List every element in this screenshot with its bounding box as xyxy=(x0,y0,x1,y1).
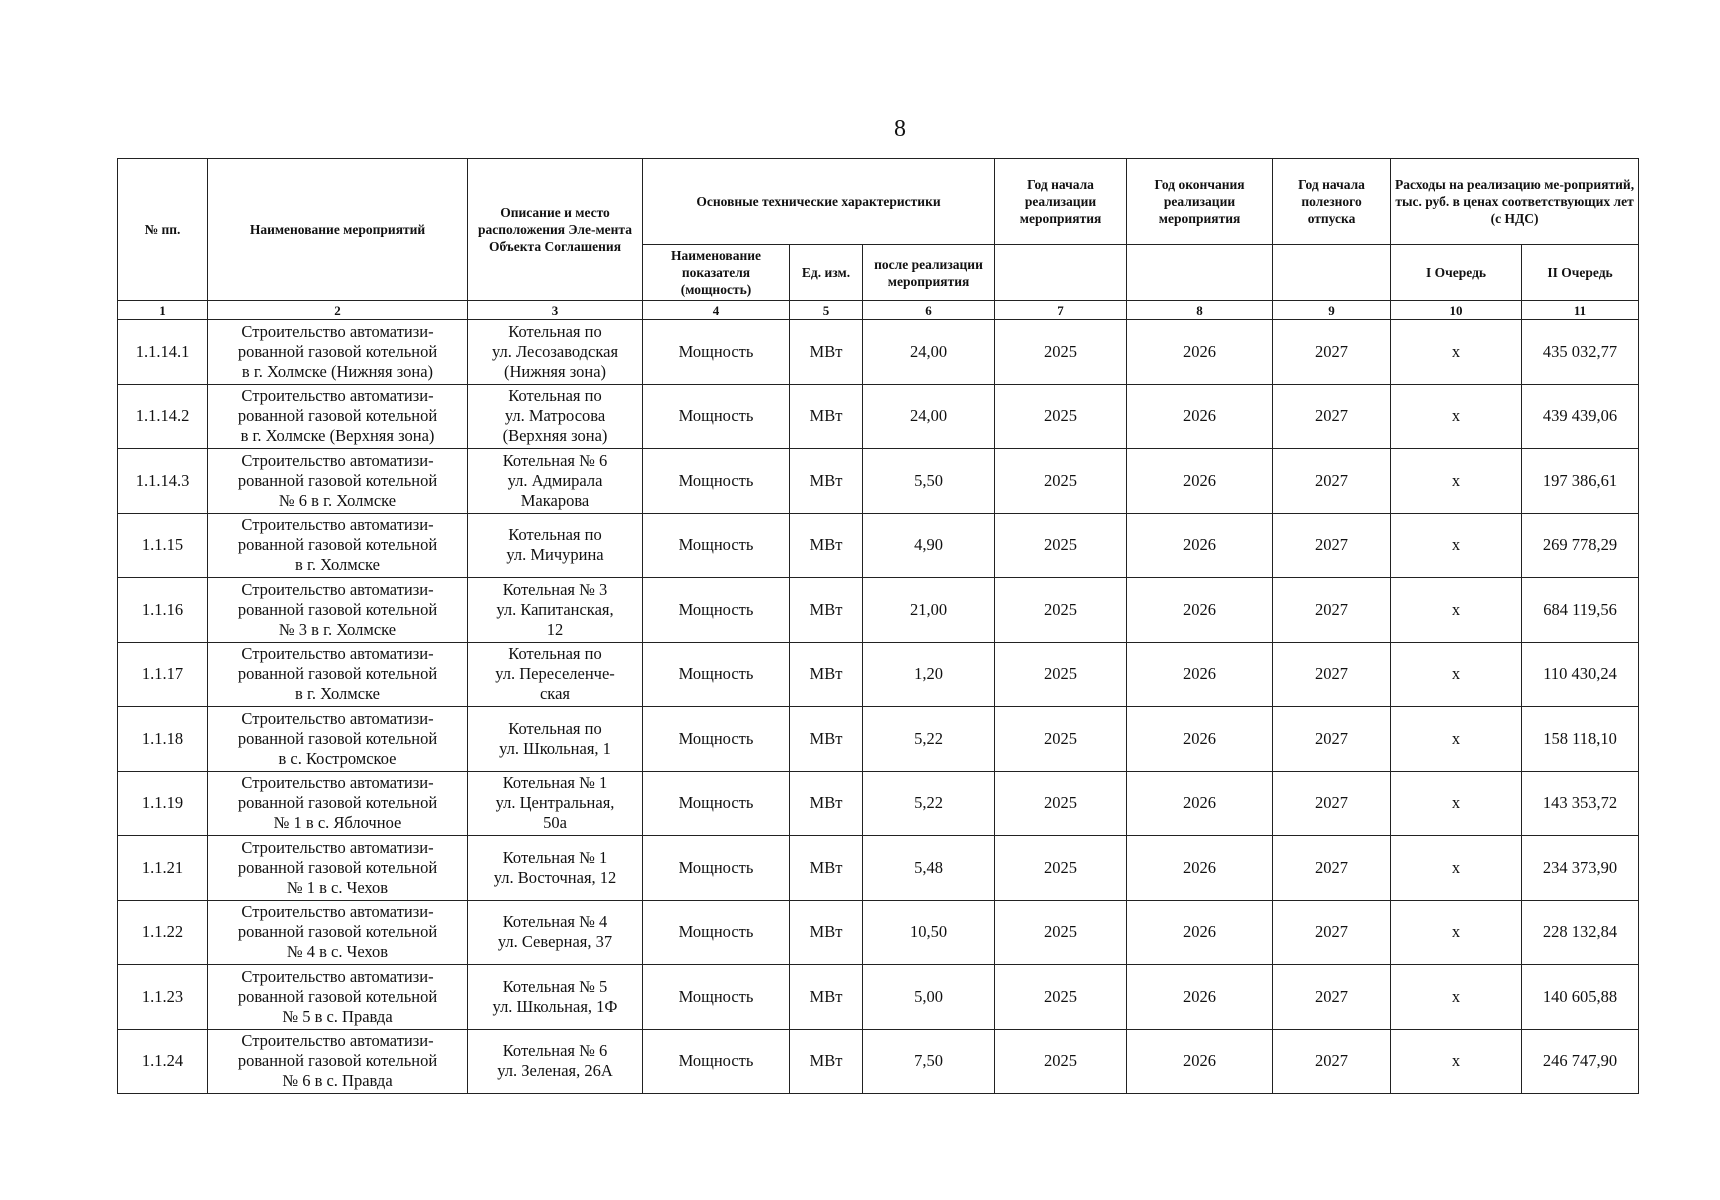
header-year-end: Год окончания реализации мероприятия xyxy=(1127,159,1273,245)
location-line: Котельная по xyxy=(508,525,602,545)
table-row xyxy=(118,707,1639,772)
measure-name-line: Строительство автоматизи- xyxy=(241,966,434,986)
location-line: ул. Центральная, xyxy=(495,793,615,813)
indicator-cell: Мощность xyxy=(643,707,790,772)
location-cell xyxy=(468,578,643,643)
unit-cell: МВт xyxy=(790,900,863,965)
stage1-cell: х xyxy=(1391,707,1522,772)
measure-name-line: рованной газовой котельной xyxy=(237,922,438,942)
measure-name-line: рованной газовой котельной xyxy=(237,470,438,490)
indicator-cell: Мощность xyxy=(643,449,790,514)
measure-name-cell xyxy=(208,1029,468,1094)
row-number-cell: 1.1.22 xyxy=(118,900,208,965)
column-number: 10 xyxy=(1391,301,1522,320)
row-number-cell: 1.1.14.2 xyxy=(118,384,208,449)
header-year-start-empty xyxy=(995,245,1127,301)
measure-name-line: Строительство автоматизи- xyxy=(241,1031,434,1051)
location-line: Котельная № 6 xyxy=(502,1041,608,1061)
year-end-cell: 2026 xyxy=(1127,449,1273,514)
location-cell xyxy=(468,320,643,385)
measure-name-line: № 6 в г. Холмске xyxy=(278,490,397,510)
year-release-cell: 2027 xyxy=(1273,642,1391,707)
stage2-cell: 435 032,77 xyxy=(1522,320,1639,385)
year-start-cell: 2025 xyxy=(995,1029,1127,1094)
location-line: Котельная № 4 xyxy=(502,912,608,932)
unit-cell: МВт xyxy=(790,384,863,449)
measure-name-cell xyxy=(208,642,468,707)
location-line: ул. Матросова xyxy=(504,406,606,426)
stage1-cell: х xyxy=(1391,1029,1522,1094)
location-line: ул. Капитанская, xyxy=(496,599,614,619)
stage2-cell: 234 373,90 xyxy=(1522,836,1639,901)
measure-name-cell xyxy=(208,384,468,449)
unit-cell: МВт xyxy=(790,1029,863,1094)
header-year-end-empty xyxy=(1127,245,1273,301)
measure-name-line: № 6 в с. Правда xyxy=(282,1071,393,1091)
location-line: Котельная по xyxy=(508,718,602,738)
year-end-cell: 2026 xyxy=(1127,642,1273,707)
table-row xyxy=(118,578,1639,643)
row-number-cell: 1.1.17 xyxy=(118,642,208,707)
measure-name-line: Строительство автоматизи- xyxy=(241,902,434,922)
year-release-cell: 2027 xyxy=(1273,449,1391,514)
year-release-cell: 2027 xyxy=(1273,513,1391,578)
stage2-cell: 246 747,90 xyxy=(1522,1029,1639,1094)
table-row xyxy=(118,449,1639,514)
measure-name-line: рованной газовой котельной xyxy=(237,341,438,361)
column-number: 1 xyxy=(118,301,208,320)
year-start-cell: 2025 xyxy=(995,384,1127,449)
stage1-cell: х xyxy=(1391,771,1522,836)
year-release-cell: 2027 xyxy=(1273,384,1391,449)
location-line: Котельная № 1 xyxy=(502,847,608,867)
measure-name-line: рованной газовой котельной xyxy=(237,406,438,426)
location-line: ул. Школьная, 1 xyxy=(499,738,611,758)
stage1-cell: х xyxy=(1391,642,1522,707)
stage1-cell: х xyxy=(1391,836,1522,901)
measure-name-line: рованной газовой котельной xyxy=(237,728,438,748)
year-release-cell: 2027 xyxy=(1273,771,1391,836)
header-num: № пп. xyxy=(118,159,208,301)
year-end-cell: 2026 xyxy=(1127,900,1273,965)
measure-name-cell xyxy=(208,900,468,965)
value-cell: 5,00 xyxy=(863,965,995,1030)
location-cell xyxy=(468,1029,643,1094)
measure-name-line: Строительство автоматизи- xyxy=(241,450,434,470)
measure-name-line: Строительство автоматизи- xyxy=(241,708,434,728)
year-start-cell: 2025 xyxy=(995,449,1127,514)
year-start-cell: 2025 xyxy=(995,771,1127,836)
year-release-cell: 2027 xyxy=(1273,320,1391,385)
table-row xyxy=(118,513,1639,578)
measure-name-cell xyxy=(208,707,468,772)
year-release-cell: 2027 xyxy=(1273,965,1391,1030)
location-line: ул. Лесозаводская xyxy=(491,341,619,361)
measure-name-line: рованной газовой котельной xyxy=(237,986,438,1006)
header-year-release: Год начала полезного отпуска xyxy=(1273,159,1391,245)
header-tech-after: после реализации мероприятия xyxy=(863,245,995,301)
measure-name-line: в г. Холмске (Нижняя зона) xyxy=(241,361,434,381)
row-number-cell: 1.1.23 xyxy=(118,965,208,1030)
indicator-cell: Мощность xyxy=(643,900,790,965)
stage2-cell: 269 778,29 xyxy=(1522,513,1639,578)
year-start-cell: 2025 xyxy=(995,707,1127,772)
unit-cell: МВт xyxy=(790,836,863,901)
header-tech-indicator: Наименование показателя (мощность) xyxy=(643,245,790,301)
column-number: 11 xyxy=(1522,301,1639,320)
year-release-cell: 2027 xyxy=(1273,707,1391,772)
unit-cell: МВт xyxy=(790,449,863,514)
year-end-cell: 2026 xyxy=(1127,320,1273,385)
location-line: Котельная по xyxy=(508,321,602,341)
column-number: 3 xyxy=(468,301,643,320)
header-name: Наименование мероприятий xyxy=(208,159,468,301)
row-number-cell: 1.1.18 xyxy=(118,707,208,772)
location-line: ская xyxy=(539,684,570,704)
indicator-cell: Мощность xyxy=(643,836,790,901)
table-row xyxy=(118,642,1639,707)
location-line: Макарова xyxy=(520,490,590,510)
row-number-cell: 1.1.15 xyxy=(118,513,208,578)
stage1-cell: х xyxy=(1391,384,1522,449)
indicator-cell: Мощность xyxy=(643,771,790,836)
year-start-cell: 2025 xyxy=(995,578,1127,643)
location-cell xyxy=(468,513,643,578)
measure-name-line: в г. Холмске xyxy=(295,684,380,704)
header-year-release-empty xyxy=(1273,245,1391,301)
stage2-cell: 140 605,88 xyxy=(1522,965,1639,1030)
stage2-cell: 110 430,24 xyxy=(1522,642,1639,707)
location-line: ул. Адмирала xyxy=(507,470,603,490)
year-end-cell: 2026 xyxy=(1127,384,1273,449)
table-body xyxy=(118,320,1639,1094)
header-costs: Расходы на реализацию ме-роприятий, тыс. руб. в ценах соответствующих лет (с НДС) xyxy=(1391,159,1639,245)
year-end-cell: 2026 xyxy=(1127,513,1273,578)
page-number: 8 xyxy=(894,116,906,142)
indicator-cell: Мощность xyxy=(643,320,790,385)
measure-name-cell xyxy=(208,836,468,901)
value-cell: 5,22 xyxy=(863,771,995,836)
header-tech: Основные технические характеристики xyxy=(643,159,995,245)
year-start-cell: 2025 xyxy=(995,836,1127,901)
table-row xyxy=(118,965,1639,1030)
stage2-cell: 684 119,56 xyxy=(1522,578,1639,643)
location-cell xyxy=(468,900,643,965)
location-line: ул. Северная, 37 xyxy=(497,932,613,952)
location-cell xyxy=(468,642,643,707)
location-cell xyxy=(468,965,643,1030)
stage2-cell: 228 132,84 xyxy=(1522,900,1639,965)
measure-name-line: в г. Холмске (Верхняя зона) xyxy=(240,426,435,446)
table-header xyxy=(118,159,1639,320)
row-number-cell: 1.1.16 xyxy=(118,578,208,643)
column-number: 8 xyxy=(1127,301,1273,320)
unit-cell: МВт xyxy=(790,578,863,643)
year-end-cell: 2026 xyxy=(1127,1029,1273,1094)
measure-name-line: Строительство автоматизи- xyxy=(241,773,434,793)
measure-name-line: Строительство автоматизи- xyxy=(241,386,434,406)
location-cell xyxy=(468,836,643,901)
measure-name-cell xyxy=(208,513,468,578)
stage1-cell: х xyxy=(1391,320,1522,385)
column-number: 5 xyxy=(790,301,863,320)
location-cell xyxy=(468,771,643,836)
header-tech-unit: Ед. изм. xyxy=(790,245,863,301)
location-line: ул. Восточная, 12 xyxy=(493,867,617,887)
unit-cell: МВт xyxy=(790,320,863,385)
indicator-cell: Мощность xyxy=(643,384,790,449)
location-line: (Верхняя зона) xyxy=(502,426,608,446)
measure-name-line: № 1 в с. Чехов xyxy=(286,877,389,897)
stage2-cell: 158 118,10 xyxy=(1522,707,1639,772)
measure-name-line: рованной газовой котельной xyxy=(237,535,438,555)
measure-name-line: № 3 в г. Холмске xyxy=(278,619,397,639)
location-line: Котельная № 6 xyxy=(502,450,608,470)
location-line: ул. Переселенче- xyxy=(495,664,615,684)
measure-name-line: в г. Холмске xyxy=(295,555,380,575)
location-cell xyxy=(468,384,643,449)
measure-name-line: Строительство автоматизи- xyxy=(241,837,434,857)
location-line: 50а xyxy=(543,813,567,833)
table-row xyxy=(118,384,1639,449)
stage1-cell: х xyxy=(1391,900,1522,965)
indicator-cell: Мощность xyxy=(643,1029,790,1094)
stage2-cell: 439 439,06 xyxy=(1522,384,1639,449)
header-row-main xyxy=(118,159,1639,245)
measure-name-cell xyxy=(208,771,468,836)
value-cell: 1,20 xyxy=(863,642,995,707)
year-release-cell: 2027 xyxy=(1273,836,1391,901)
row-number-cell: 1.1.19 xyxy=(118,771,208,836)
table-row xyxy=(118,1029,1639,1094)
measure-name-line: Строительство автоматизи- xyxy=(241,321,434,341)
location-line: ул. Зеленая, 26А xyxy=(497,1061,613,1081)
unit-cell: МВт xyxy=(790,707,863,772)
value-cell: 24,00 xyxy=(863,384,995,449)
year-release-cell: 2027 xyxy=(1273,900,1391,965)
value-cell: 21,00 xyxy=(863,578,995,643)
value-cell: 4,90 xyxy=(863,513,995,578)
year-release-cell: 2027 xyxy=(1273,1029,1391,1094)
location-line: ул. Школьная, 1Ф xyxy=(492,996,618,1016)
year-end-cell: 2026 xyxy=(1127,836,1273,901)
indicator-cell: Мощность xyxy=(643,965,790,1030)
year-start-cell: 2025 xyxy=(995,513,1127,578)
unit-cell: МВт xyxy=(790,965,863,1030)
measure-name-line: Строительство автоматизи- xyxy=(241,515,434,535)
value-cell: 10,50 xyxy=(863,900,995,965)
value-cell: 7,50 xyxy=(863,1029,995,1094)
year-start-cell: 2025 xyxy=(995,900,1127,965)
measure-name-cell xyxy=(208,320,468,385)
value-cell: 24,00 xyxy=(863,320,995,385)
measure-name-line: № 5 в с. Правда xyxy=(282,1006,393,1026)
column-number: 2 xyxy=(208,301,468,320)
header-stage1: I Очередь xyxy=(1391,245,1522,301)
table-row xyxy=(118,836,1639,901)
year-start-cell: 2025 xyxy=(995,965,1127,1030)
indicator-cell: Мощность xyxy=(643,642,790,707)
column-number: 4 xyxy=(643,301,790,320)
year-end-cell: 2026 xyxy=(1127,965,1273,1030)
measure-name-line: Строительство автоматизи- xyxy=(241,579,434,599)
measures-table xyxy=(117,158,1639,1094)
location-line: 12 xyxy=(546,619,564,639)
header-description: Описание и место расположения Эле-мента Объекта Соглашения xyxy=(468,159,643,301)
table-row xyxy=(118,320,1639,385)
table-row xyxy=(118,900,1639,965)
column-number: 7 xyxy=(995,301,1127,320)
location-line: Котельная № 3 xyxy=(502,579,608,599)
unit-cell: МВт xyxy=(790,771,863,836)
stage1-cell: х xyxy=(1391,513,1522,578)
table-row xyxy=(118,771,1639,836)
location-line: Котельная № 5 xyxy=(502,976,608,996)
location-cell xyxy=(468,707,643,772)
year-release-cell: 2027 xyxy=(1273,578,1391,643)
stage2-cell: 143 353,72 xyxy=(1522,771,1639,836)
measure-name-line: № 4 в с. Чехов xyxy=(286,942,389,962)
measure-name-cell xyxy=(208,965,468,1030)
unit-cell: МВт xyxy=(790,642,863,707)
value-cell: 5,48 xyxy=(863,836,995,901)
year-start-cell: 2025 xyxy=(995,642,1127,707)
measure-name-line: № 1 в с. Яблочное xyxy=(273,813,402,833)
location-line: ул. Мичурина xyxy=(506,545,604,565)
header-stage2: II Очередь xyxy=(1522,245,1639,301)
stage1-cell: х xyxy=(1391,449,1522,514)
year-start-cell: 2025 xyxy=(995,320,1127,385)
column-numbers-row xyxy=(118,301,1639,320)
location-cell xyxy=(468,449,643,514)
stage2-cell: 197 386,61 xyxy=(1522,449,1639,514)
measure-name-line: в с. Костромское xyxy=(278,748,397,768)
row-number-cell: 1.1.14.1 xyxy=(118,320,208,385)
value-cell: 5,50 xyxy=(863,449,995,514)
year-end-cell: 2026 xyxy=(1127,707,1273,772)
measure-name-line: рованной газовой котельной xyxy=(237,599,438,619)
header-year-start: Год начала реализации мероприятия xyxy=(995,159,1127,245)
location-line: Котельная № 1 xyxy=(502,773,608,793)
row-number-cell: 1.1.14.3 xyxy=(118,449,208,514)
column-number: 6 xyxy=(863,301,995,320)
year-end-cell: 2026 xyxy=(1127,578,1273,643)
measure-name-line: рованной газовой котельной xyxy=(237,664,438,684)
year-end-cell: 2026 xyxy=(1127,771,1273,836)
stage1-cell: х xyxy=(1391,578,1522,643)
stage1-cell: х xyxy=(1391,965,1522,1030)
location-line: Котельная по xyxy=(508,644,602,664)
row-number-cell: 1.1.24 xyxy=(118,1029,208,1094)
measure-name-cell xyxy=(208,449,468,514)
value-cell: 5,22 xyxy=(863,707,995,772)
row-number-cell: 1.1.21 xyxy=(118,836,208,901)
location-line: (Нижняя зона) xyxy=(503,361,607,381)
measure-name-line: рованной газовой котельной xyxy=(237,857,438,877)
indicator-cell: Мощность xyxy=(643,513,790,578)
measure-name-line: рованной газовой котельной xyxy=(237,1051,438,1071)
measure-name-line: рованной газовой котельной xyxy=(237,793,438,813)
location-line: Котельная по xyxy=(508,386,602,406)
unit-cell: МВт xyxy=(790,513,863,578)
column-number: 9 xyxy=(1273,301,1391,320)
measure-name-line: Строительство автоматизи- xyxy=(241,644,434,664)
indicator-cell: Мощность xyxy=(643,578,790,643)
measure-name-cell xyxy=(208,578,468,643)
